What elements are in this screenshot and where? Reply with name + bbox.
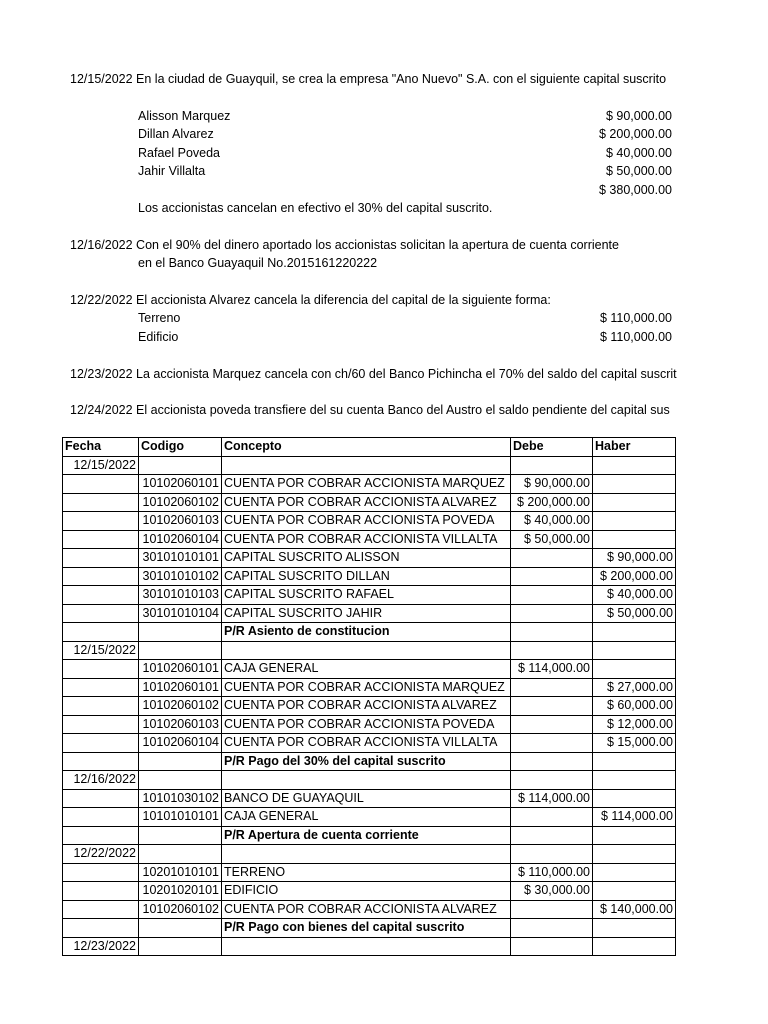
entry-4-description: La accionista Marquez cancela con ch/60 del Banco Pichincha el 70% del saldo del capital suscrit — [136, 367, 677, 381]
cell-concepto: BANCO DE GUAYAQUIL — [222, 789, 511, 808]
cell-haber — [593, 623, 676, 642]
shareholder-amount: $ 50,000.00 — [605, 164, 672, 178]
cell-fecha — [63, 882, 139, 901]
entry-4-text — [70, 365, 677, 383]
cell-debe — [511, 808, 593, 827]
cell-concepto: CAPITAL SUSCRITO RAFAEL — [222, 586, 511, 605]
cell-debe — [511, 826, 593, 845]
cell-concepto: CAPITAL SUSCRITO ALISSON — [222, 549, 511, 568]
shareholder-amount: $ 40,000.00 — [605, 146, 672, 160]
cell-debe — [511, 604, 593, 623]
cell-haber — [593, 937, 676, 956]
cell-haber: $ 15,000.00 — [593, 734, 676, 753]
asset-name: Terreno — [138, 311, 181, 325]
table-row — [63, 789, 676, 808]
table-row — [63, 882, 676, 901]
cell-debe: $ 90,000.00 — [511, 475, 593, 494]
entry-5-date: 12/24/2022 — [70, 403, 133, 417]
entry-1-description: En la ciudad de Guayquil, se crea la empresa "Ano Nuevo" S.A. con el siguiente capital suscrito — [136, 72, 667, 86]
cell-fecha: 12/23/2022 — [63, 937, 139, 956]
cell-codigo: 10102060101 — [139, 660, 222, 679]
cell-haber: $ 200,000.00 — [593, 567, 676, 586]
cell-debe — [511, 586, 593, 605]
cell-debe: $ 30,000.00 — [511, 882, 593, 901]
cell-haber: $ 60,000.00 — [593, 697, 676, 716]
table-row — [63, 586, 676, 605]
table-row — [63, 826, 676, 845]
shareholder-name: Rafael Poveda — [138, 146, 221, 160]
table-row — [63, 604, 676, 623]
shareholder-name: Dillan Alvarez — [138, 127, 214, 141]
cell-debe — [511, 845, 593, 864]
entry-5-text — [70, 401, 670, 419]
cell-debe — [511, 715, 593, 734]
table-row — [63, 567, 676, 586]
cell-codigo — [139, 919, 222, 938]
cell-haber — [593, 512, 676, 531]
cell-codigo: 10102060102 — [139, 493, 222, 512]
cell-fecha — [63, 678, 139, 697]
cell-fecha — [63, 586, 139, 605]
cell-concepto: P/R Apertura de cuenta corriente — [222, 826, 511, 845]
cell-codigo: 10102060103 — [139, 715, 222, 734]
cell-haber: $ 12,000.00 — [593, 715, 676, 734]
cell-fecha — [63, 475, 139, 494]
cell-debe — [511, 734, 593, 753]
cell-codigo: 30101010101 — [139, 549, 222, 568]
shareholder-name: Alisson Marquez — [138, 109, 231, 123]
cell-fecha — [63, 567, 139, 586]
cell-debe: $ 50,000.00 — [511, 530, 593, 549]
shareholder-amount: $ 90,000.00 — [605, 109, 672, 123]
cell-fecha — [63, 493, 139, 512]
cell-concepto: CAJA GENERAL — [222, 660, 511, 679]
cell-haber — [593, 660, 676, 679]
cell-debe — [511, 937, 593, 956]
cell-concepto: TERRENO — [222, 863, 511, 882]
cell-concepto: CUENTA POR COBRAR ACCIONISTA ALVAREZ — [222, 900, 511, 919]
cell-concepto: P/R Pago del 30% del capital suscrito — [222, 752, 511, 771]
cell-haber: $ 50,000.00 — [593, 604, 676, 623]
entry-4-date: 12/23/2022 — [70, 367, 133, 381]
cell-debe — [511, 623, 593, 642]
table-row — [63, 623, 676, 642]
cell-haber: $ 140,000.00 — [593, 900, 676, 919]
cell-debe — [511, 678, 593, 697]
cell-fecha — [63, 752, 139, 771]
cell-codigo: 10201020101 — [139, 882, 222, 901]
cell-concepto: CUENTA POR COBRAR ACCIONISTA VILLALTA — [222, 530, 511, 549]
cell-haber — [593, 752, 676, 771]
cell-concepto: CUENTA POR COBRAR ACCIONISTA ALVAREZ — [222, 697, 511, 716]
asset-name: Edificio — [138, 330, 179, 344]
table-row — [63, 641, 676, 660]
cell-fecha: 12/16/2022 — [63, 771, 139, 790]
cell-debe: $ 114,000.00 — [511, 660, 593, 679]
cell-debe — [511, 549, 593, 568]
cell-concepto — [222, 937, 511, 956]
cell-debe: $ 40,000.00 — [511, 512, 593, 531]
cell-concepto: P/R Pago con bienes del capital suscrito — [222, 919, 511, 938]
cell-debe — [511, 567, 593, 586]
table-row — [63, 900, 676, 919]
table-row — [63, 863, 676, 882]
cell-fecha — [63, 789, 139, 808]
header-codigo: Codigo — [139, 438, 222, 457]
cell-haber: $ 90,000.00 — [593, 549, 676, 568]
cell-fecha — [63, 549, 139, 568]
cell-haber — [593, 919, 676, 938]
cell-fecha — [63, 660, 139, 679]
entry-1-text — [70, 70, 666, 88]
cell-haber — [593, 771, 676, 790]
table-row — [63, 771, 676, 790]
table-row — [63, 734, 676, 753]
cell-haber — [593, 456, 676, 475]
cell-codigo — [139, 752, 222, 771]
cell-debe — [511, 697, 593, 716]
cell-fecha — [63, 919, 139, 938]
total-capital: $ 380,000.00 — [599, 183, 672, 197]
cell-codigo: 10102060104 — [139, 734, 222, 753]
cell-concepto: CUENTA POR COBRAR ACCIONISTA POVEDA — [222, 512, 511, 531]
cell-fecha — [63, 512, 139, 531]
cell-concepto — [222, 845, 511, 864]
asset-amount: $ 110,000.00 — [599, 330, 672, 344]
cell-haber — [593, 641, 676, 660]
cell-fecha — [63, 863, 139, 882]
cell-debe — [511, 456, 593, 475]
cell-concepto: EDIFICIO — [222, 882, 511, 901]
entry-2-description-line2: en el Banco Guayaquil No.2015161220222 — [138, 256, 378, 270]
entry-1-date: 12/15/2022 — [70, 72, 133, 86]
cell-debe: $ 110,000.00 — [511, 863, 593, 882]
cell-concepto: P/R Asiento de constitucion — [222, 623, 511, 642]
shareholder-name: Jahir Villalta — [138, 164, 206, 178]
table-row — [63, 660, 676, 679]
cell-codigo — [139, 771, 222, 790]
shareholder-amount: $ 200,000.00 — [599, 127, 672, 141]
cell-concepto: CAPITAL SUSCRITO JAHIR — [222, 604, 511, 623]
cell-fecha — [63, 604, 139, 623]
cell-debe: $ 200,000.00 — [511, 493, 593, 512]
cell-fecha — [63, 808, 139, 827]
table-row — [63, 475, 676, 494]
cell-haber: $ 27,000.00 — [593, 678, 676, 697]
cell-concepto: CUENTA POR COBRAR ACCIONISTA MARQUEZ — [222, 475, 511, 494]
cell-codigo: 10102060101 — [139, 475, 222, 494]
cell-fecha: 12/22/2022 — [63, 845, 139, 864]
entry-2-description: Con el 90% del dinero aportado los accionistas solicitan la apertura de cuenta corriente — [136, 238, 619, 252]
entry-3-text — [70, 291, 551, 309]
cell-fecha: 12/15/2022 — [63, 641, 139, 660]
cell-fecha — [63, 623, 139, 642]
cell-codigo: 10102060104 — [139, 530, 222, 549]
table-row — [63, 530, 676, 549]
journal-header-row — [63, 438, 676, 457]
cell-codigo: 10102060102 — [139, 900, 222, 919]
cell-codigo: 10102060103 — [139, 512, 222, 531]
cell-codigo: 30101010103 — [139, 586, 222, 605]
cell-codigo — [139, 937, 222, 956]
cell-codigo: 10201010101 — [139, 863, 222, 882]
asset-amount: $ 110,000.00 — [599, 311, 672, 325]
table-row — [63, 678, 676, 697]
cell-debe — [511, 900, 593, 919]
cell-codigo — [139, 456, 222, 475]
table-row — [63, 512, 676, 531]
entry-3-date: 12/22/2022 — [70, 293, 133, 307]
cell-debe — [511, 641, 593, 660]
entry-5-description: El accionista poveda transfiere del su cuenta Banco del Austro el saldo pendiente del capital sus — [136, 403, 670, 417]
cell-fecha — [63, 826, 139, 845]
entry-3-description: El accionista Alvarez cancela la diferencia del capital de la siguiente forma: — [136, 293, 551, 307]
cell-codigo — [139, 826, 222, 845]
cell-haber: $ 40,000.00 — [593, 586, 676, 605]
table-row — [63, 456, 676, 475]
cell-concepto: CUENTA POR COBRAR ACCIONISTA ALVAREZ — [222, 493, 511, 512]
table-row — [63, 493, 676, 512]
journal-body — [63, 456, 676, 956]
header-concepto: Concepto — [222, 438, 511, 457]
cell-codigo: 10101030102 — [139, 789, 222, 808]
table-row — [63, 808, 676, 827]
cell-haber — [593, 826, 676, 845]
table-row — [63, 845, 676, 864]
cell-haber: $ 114,000.00 — [593, 808, 676, 827]
cell-codigo — [139, 623, 222, 642]
cell-fecha — [63, 734, 139, 753]
cell-haber — [593, 845, 676, 864]
cell-codigo: 30101010104 — [139, 604, 222, 623]
cell-haber — [593, 882, 676, 901]
cell-concepto: CUENTA POR COBRAR ACCIONISTA POVEDA — [222, 715, 511, 734]
header-debe: Debe — [511, 438, 593, 457]
entry-2-text — [70, 236, 619, 254]
cell-concepto: CUENTA POR COBRAR ACCIONISTA VILLALTA — [222, 734, 511, 753]
cell-codigo: 10102060101 — [139, 678, 222, 697]
cell-codigo: 10101010101 — [139, 808, 222, 827]
cell-codigo — [139, 845, 222, 864]
cell-codigo: 30101010102 — [139, 567, 222, 586]
cell-codigo — [139, 641, 222, 660]
cell-debe — [511, 919, 593, 938]
cell-fecha: 12/15/2022 — [63, 456, 139, 475]
cell-fecha — [63, 697, 139, 716]
cell-haber — [593, 863, 676, 882]
table-row — [63, 549, 676, 568]
table-row — [63, 752, 676, 771]
cell-fecha — [63, 530, 139, 549]
cell-concepto: CAPITAL SUSCRITO DILLAN — [222, 567, 511, 586]
cell-concepto — [222, 456, 511, 475]
cell-debe: $ 114,000.00 — [511, 789, 593, 808]
cell-haber — [593, 493, 676, 512]
cell-fecha — [63, 715, 139, 734]
cell-haber — [593, 789, 676, 808]
cell-concepto: CUENTA POR COBRAR ACCIONISTA MARQUEZ — [222, 678, 511, 697]
cell-haber — [593, 530, 676, 549]
cell-concepto — [222, 771, 511, 790]
journal-table — [62, 437, 676, 956]
cell-fecha — [63, 900, 139, 919]
table-row — [63, 697, 676, 716]
table-row — [63, 937, 676, 956]
cell-concepto: CAJA GENERAL — [222, 808, 511, 827]
table-row — [63, 715, 676, 734]
table-row — [63, 919, 676, 938]
header-haber: Haber — [593, 438, 676, 457]
entry-2-date: 12/16/2022 — [70, 238, 133, 252]
cell-debe — [511, 771, 593, 790]
cell-codigo: 10102060102 — [139, 697, 222, 716]
cell-concepto — [222, 641, 511, 660]
payment-note: Los accionistas cancelan en efectivo el 30% del capital suscrito. — [138, 201, 493, 215]
cell-debe — [511, 752, 593, 771]
header-fecha: Fecha — [63, 438, 139, 457]
cell-haber — [593, 475, 676, 494]
